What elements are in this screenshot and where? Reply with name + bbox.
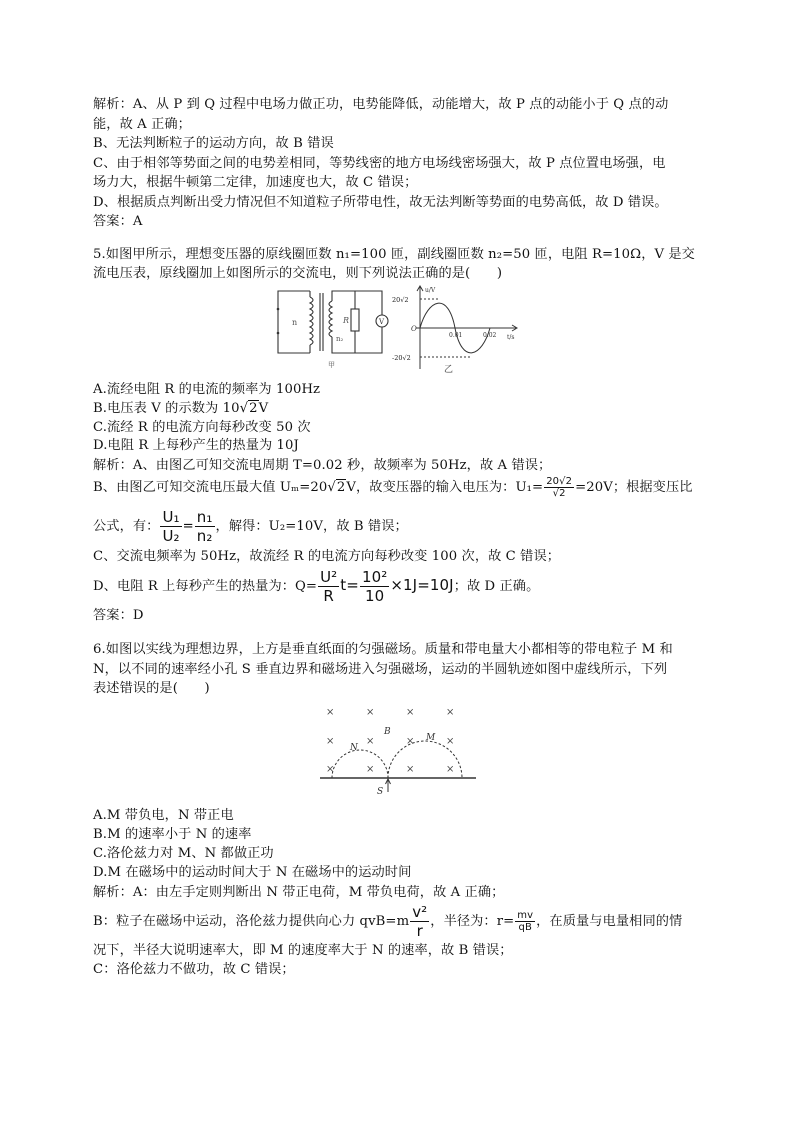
q5-circuit-figure	[270, 283, 400, 375]
turns-ratio: $\frac{\text{n₁}}{\text{n₂}}$	[196, 508, 213, 545]
q5-solution-b: B、由图乙可知交流电压最大值 Uₘ=20√2V，故变压器的输入电压为：U₁= $\frac{20√2}{√2}$ =20V；根据变压比	[93, 476, 693, 499]
q6-solution-c: C：洛伦兹力不做功，故 C 错误；	[93, 962, 295, 977]
svg-text:×: ×	[406, 707, 415, 718]
hole-s-label: S	[377, 787, 384, 797]
q5-solution-a: 解析：A、由图乙可知交流电周期 T=0.02 秒，故频率为 50Hz，故 A 错误；	[93, 458, 552, 473]
prev-answer: 答案：A	[93, 214, 143, 229]
q5-option-d: D.电阻 R 上每秒产生的热量为 10J	[93, 438, 299, 453]
q5-solution-b-ratio: 公式，有： $\frac{\text{U₁}}{\text{U₂}}$ = $\frac{\text{n₁}}{\text{n₂}}$ ，解得：U₂=10V，故 B 错误；	[93, 508, 408, 545]
particle-n-label: N	[350, 743, 358, 753]
svg-text:×: ×	[366, 707, 375, 718]
y-max-label: 20√2	[392, 296, 409, 304]
tick-0-02: 0.02	[483, 332, 497, 339]
field-b-label: B	[384, 727, 391, 737]
q5-solution-d: D、电阻 R 上每秒产生的热量为：Q= $\frac{\text{U²}}{R}$ t= $\frac{\text{10²}}{10}$ ×1J=10J；故 D 正确。	[93, 568, 540, 605]
origin-label: O	[411, 325, 417, 333]
q6-option-c: C.洛伦兹力对 M、N 都做正功	[93, 846, 274, 861]
svg-text:×: ×	[326, 764, 335, 775]
q6-option-d: D.M 在磁场中的运动时间大于 N 在磁场中的运动时间	[93, 865, 412, 880]
svg-text:×: ×	[446, 764, 455, 775]
centripetal-fraction: $\frac{\text{v²}}{r}$	[412, 903, 428, 940]
q5-solution-c: C、交流电频率为 50Hz，故流经 R 的电流方向每秒改变 100 次，故 C 错误；	[93, 549, 561, 564]
svg-text:×: ×	[446, 707, 455, 718]
n2-label: n₂	[336, 335, 344, 343]
q6-option-b: B.M 的速率小于 N 的速率	[93, 827, 252, 842]
q5-option-b: B.电压表 V 的示数为 10√2V	[93, 399, 713, 419]
svg-text:×: ×	[406, 764, 415, 775]
heat-fraction-2: $\frac{\text{10²}}{10}$	[361, 568, 388, 605]
graph-caption: 乙	[444, 365, 454, 375]
prev-solution-line-6: D、根据质点判断出受力情况但不知道粒子所带电性，故无法判断等势面的电势高低，故 D 错误。	[93, 195, 668, 210]
svg-text:×: ×	[366, 736, 375, 747]
q6-option-a: A.M 带负电，N 带正电	[93, 808, 234, 823]
n1-label: n	[292, 318, 298, 327]
sqrt-symbol: √2	[239, 401, 258, 416]
q6-stem-line-1: 6.如图以实线为理想边界，上方是垂直纸面的匀强磁场。质量和带电量大小都相等的带电粒子 M 和	[93, 642, 673, 657]
q5-stem-line-1: 5.如图甲所示，理想变压器的原线圈匝数 n₁=100 匝，副线圈匝数 n₂=50 匝，电阻 R=10Ω，V 是交	[93, 247, 695, 262]
particle-m-label: M	[426, 733, 436, 743]
voltmeter-label: V	[379, 318, 385, 326]
svg-text:×: ×	[406, 736, 415, 747]
prev-solution-line-3: B、无法判断粒子的运动方向，故 B 错误	[93, 136, 334, 151]
circuit-caption: 甲	[328, 361, 335, 369]
prev-solution-line-4: C、由于相邻等势面之间的电势差相同，等势线密的地方电场线密场强大，故 P 点位置电场强，电	[93, 156, 666, 171]
voltage-ratio: $\frac{\text{U₁}}{\text{U₂}}$	[162, 508, 180, 545]
q6-solution-b-line-2: 况下，半径大说明速率大，即 M 的速度率大于 N 的速率，故 B 错误；	[93, 943, 513, 958]
q5-option-c: C.流经 R 的电流方向每秒改变 50 次	[93, 420, 311, 435]
svg-text:×: ×	[366, 764, 375, 775]
resistor-label: R	[343, 316, 350, 325]
q5-answer: 答案：D	[93, 608, 144, 623]
svg-text:×: ×	[326, 736, 335, 747]
prev-solution-line-5: 场力大，根据牛顿第二定律，加速度也大，故 C 错误；	[93, 175, 418, 190]
y-min-label: -20√2	[392, 354, 411, 362]
prev-solution-line-1: 解析：A、从 P 到 Q 过程中电场力做正功，电势能降低，动能增大，故 P 点的动能小于 Q 点的动	[93, 97, 669, 112]
q5-stem-line-2: 流电压表，原线圈加上如图所示的交流电，则下列说法正确的是( )	[93, 266, 503, 281]
q6-stem-line-3: 表述错误的是( )	[93, 681, 210, 696]
q6-solution-b: B：粒子在磁场中运动，洛伦兹力提供向心力 qvB=m $\frac{\text{v²}}{r}$ ，半径为：r= $\frac{mv}{qB}$ ，在质量与电量相同的情	[93, 903, 683, 940]
q6-stem-line-2: N，以不同的速率经小孔 S 垂直边界和磁场进入匀强磁场，运动的半圆轨迹如图中虚线所示，下列	[93, 662, 668, 677]
svg-text:×: ×	[446, 736, 455, 747]
tick-0-01: 0.01	[449, 332, 463, 339]
u1-fraction: $\frac{20√2}{√2}$	[546, 476, 573, 499]
heat-fraction-1: $\frac{\text{U²}}{R}$	[320, 568, 338, 605]
q6-magnetic-field-figure	[318, 700, 478, 804]
prev-solution-line-2: 能，故 A 正确；	[93, 117, 191, 132]
y-axis-label: u/V	[425, 287, 436, 294]
x-axis-label: t/s	[507, 334, 515, 341]
q6-solution-a: 解析：A：由左手定则判断出 N 带正电荷，M 带负电荷，故 A 正确；	[93, 885, 505, 900]
svg-text:×: ×	[326, 707, 335, 718]
q5-voltage-graph	[392, 283, 522, 379]
q5-option-a: A.流经电阻 R 的电流的频率为 100Hz	[93, 382, 321, 397]
radius-fraction: $\frac{mv}{qB}$	[517, 910, 534, 933]
